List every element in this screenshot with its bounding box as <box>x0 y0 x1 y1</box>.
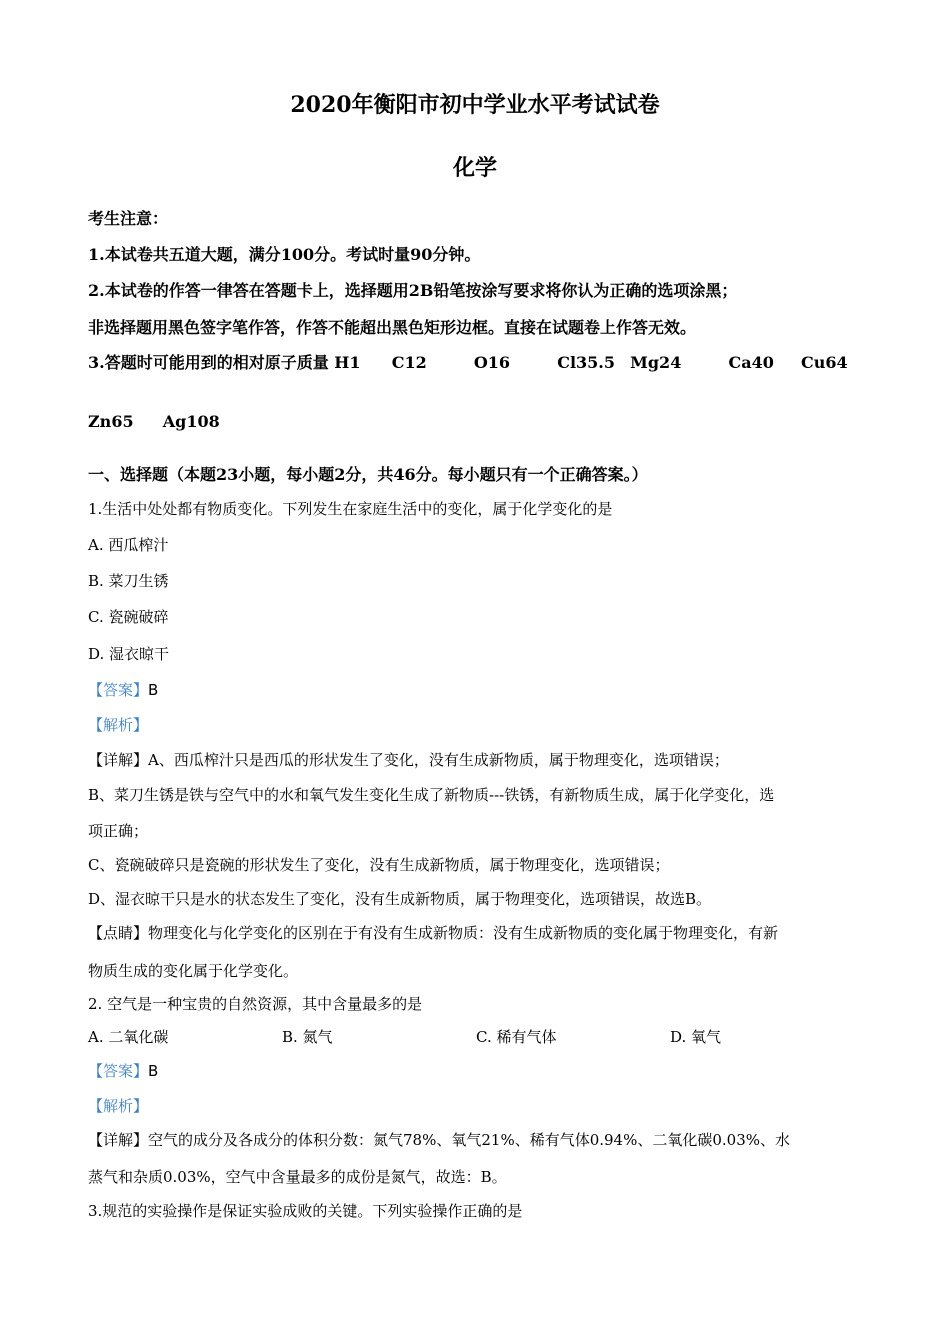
q1-option-d: D. 湿衣晾干 <box>88 645 170 663</box>
q1-stem: 1.生活中处处都有物质变化。下列发生在家庭生活中的变化，属于化学变化的是 <box>88 500 613 518</box>
atomic-mass-c: C12 <box>391 353 427 372</box>
q2-stem: 2. 空气是一种宝贵的自然资源，其中含量最多的是 <box>88 995 423 1013</box>
q1-detail-2: B、菜刀生锈是铁与空气中的水和氧气发生变化生成了新物质---铁锈，有新物质生成，属于化学变化，选 <box>88 786 775 804</box>
tip-tag: 【点睛】 <box>88 924 149 942</box>
answer-value: B <box>148 681 159 699</box>
notice-line-2a: 2.本试卷的作答一律答在答题卡上，选择题用2B铅笔按涂写要求将你认为正确的选项涂黑； <box>88 281 738 300</box>
atomic-mass-h: H1 <box>334 353 361 372</box>
answer-tag: 【答案】 <box>88 1062 149 1080</box>
detail-tag: 【详解】 <box>88 751 149 769</box>
atomic-mass-mg: Mg24 <box>630 353 682 372</box>
notice-line-3 <box>88 350 848 373</box>
q1-detail-3: 项正确； <box>88 822 149 840</box>
q2-option-d: D. 氧气 <box>670 1028 722 1046</box>
notice-heading: 考生注意： <box>88 209 169 228</box>
notice-line-3-cont <box>88 412 220 431</box>
q2-option-c: C. 稀有气体 <box>476 1028 557 1046</box>
subject-title: 化学 <box>452 155 497 181</box>
q2-answer <box>88 1060 158 1081</box>
q2-option-a: A. 二氧化碳 <box>88 1028 169 1046</box>
q2-detail-1: 【详解】空气的成分及各成分的体积分数：氮气78%、氧气21%、稀有气体0.94%、二氧化碳0.03%、水 <box>88 1131 791 1149</box>
q1-detail-1: 【详解】A、西瓜榨汁只是西瓜的形状发生了变化，没有生成新物质，属于物理变化，选项错误； <box>88 751 729 769</box>
notice-line-2b: 非选择题用黑色签字笔作答，作答不能超出黑色矩形边框。直接在试题卷上作答无效。 <box>88 318 697 337</box>
q1-option-b: B. 菜刀生锈 <box>88 572 169 590</box>
answer-tag: 【答案】 <box>88 681 149 699</box>
q2-option-b: B. 氮气 <box>282 1028 333 1046</box>
q1-tip-2: 物质生成的变化属于化学变化。 <box>88 962 299 980</box>
detail-tag: 【详解】 <box>88 1131 149 1149</box>
section-heading: 一、选择题（本题23小题，每小题2分，共46分。每小题只有一个正确答案。） <box>88 465 648 484</box>
atomic-mass-zn: Zn65 <box>88 412 134 431</box>
atomic-mass-ca: Ca40 <box>728 353 774 372</box>
q2-analysis-tag: 【解析】 <box>88 1097 149 1115</box>
atomic-mass-cl: Cl35.5 <box>557 353 615 372</box>
atomic-mass-cu: Cu64 <box>801 353 848 372</box>
atomic-mass-o: O16 <box>473 353 511 372</box>
notice-line-1: 1.本试卷共五道大题，满分100分。考试时量90分钟。 <box>88 245 481 264</box>
atomic-mass-ag: Ag108 <box>162 412 220 431</box>
q1-option-c: C. 瓷碗破碎 <box>88 608 169 626</box>
q1-option-a: A. 西瓜榨汁 <box>88 536 169 554</box>
q2-detail-2: 蒸气和杂质0.03%，空气中含量最多的成份是氮气，故选：B。 <box>88 1168 507 1186</box>
atomic-mass-label: 3.答题时可能用到的相对原子质量 <box>88 353 329 372</box>
q3-stem: 3.规范的实验操作是保证实验成败的关键。下列实验操作正确的是 <box>88 1202 523 1220</box>
q1-answer <box>88 679 158 700</box>
q1-detail-4: C、瓷碗破碎只是瓷碗的形状发生了变化，没有生成新物质，属于物理变化，选项错误； <box>88 856 670 874</box>
answer-value: B <box>148 1062 159 1080</box>
q1-detail-5: D、湿衣晾干只是水的状态发生了变化，没有生成新物质，属于物理变化，选项错误，故选B。 <box>88 890 712 908</box>
exam-title: 2020年衡阳市初中学业水平考试试卷 <box>290 92 660 118</box>
q1-tip-1: 【点睛】物理变化与化学变化的区别在于有没有生成新物质：没有生成新物质的变化属于物理变化，有新 <box>88 924 779 942</box>
q1-analysis-tag: 【解析】 <box>88 716 149 734</box>
